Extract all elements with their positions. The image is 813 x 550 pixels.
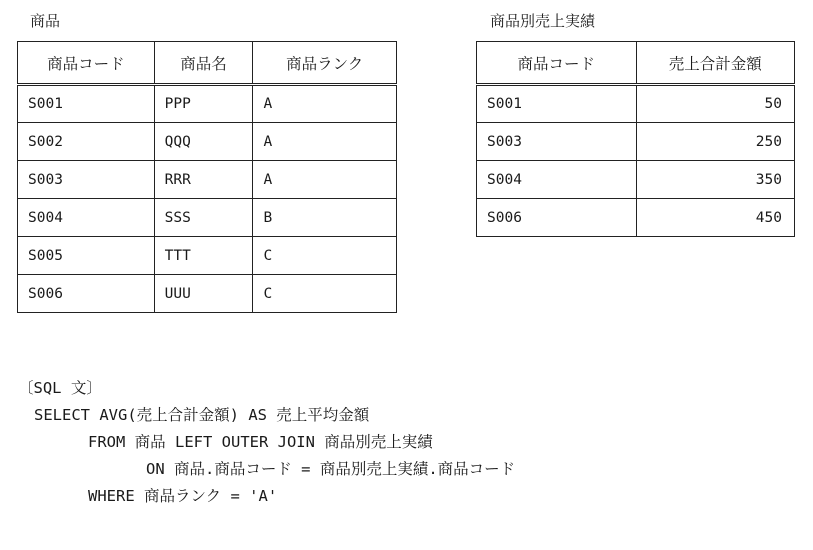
cell-product-name: QQQ <box>154 123 253 161</box>
cell-product-rank: B <box>253 199 397 237</box>
cell-sales-total: 350 <box>636 161 795 199</box>
cell-product-rank: C <box>253 237 397 275</box>
cell-product-code: S004 <box>477 161 637 199</box>
column-header-product-code: 商品コード <box>18 42 155 85</box>
cell-sales-total: 450 <box>636 199 795 237</box>
table-row <box>477 199 795 237</box>
table-row <box>18 199 397 237</box>
cell-product-rank: A <box>253 85 397 123</box>
cell-product-code: S006 <box>477 199 637 237</box>
cell-product-code: S005 <box>18 237 155 275</box>
cell-product-rank: A <box>253 123 397 161</box>
table-row <box>477 123 795 161</box>
cell-product-code: S001 <box>477 85 637 123</box>
table-row <box>18 275 397 313</box>
sql-statement-block <box>18 375 515 510</box>
sales-table <box>476 41 795 237</box>
cell-sales-total: 250 <box>636 123 795 161</box>
cell-product-name: PPP <box>154 85 253 123</box>
table-row <box>477 85 795 123</box>
products-table-caption: 商品 <box>30 12 61 30</box>
cell-product-code: S003 <box>18 161 155 199</box>
table-row <box>18 161 397 199</box>
cell-product-name: TTT <box>154 237 253 275</box>
sql-label: 〔SQL 文〕 <box>18 379 102 397</box>
cell-product-name: UUU <box>154 275 253 313</box>
sales-table-caption: 商品別売上実績 <box>490 12 596 30</box>
cell-product-code: S002 <box>18 123 155 161</box>
table-header-row <box>18 42 397 85</box>
table-row <box>477 161 795 199</box>
cell-product-code: S003 <box>477 123 637 161</box>
sql-line-on: ON 商品.商品コード = 商品別売上実績.商品コード <box>146 460 516 478</box>
cell-product-code: S001 <box>18 85 155 123</box>
table-row <box>18 85 397 123</box>
sql-line-from: FROM 商品 LEFT OUTER JOIN 商品別売上実績 <box>88 433 433 451</box>
column-header-product-code: 商品コード <box>477 42 637 85</box>
cell-product-code: S006 <box>18 275 155 313</box>
column-header-sales-total: 売上合計金額 <box>636 42 795 85</box>
sql-line-select: SELECT AVG(売上合計金額) AS 売上平均金額 <box>34 406 370 424</box>
cell-product-name: SSS <box>154 199 253 237</box>
products-table <box>17 41 397 313</box>
column-header-product-name: 商品名 <box>154 42 253 85</box>
column-header-product-rank: 商品ランク <box>253 42 397 85</box>
cell-product-code: S004 <box>18 199 155 237</box>
cell-product-name: RRR <box>154 161 253 199</box>
cell-sales-total: 50 <box>636 85 795 123</box>
cell-product-rank: A <box>253 161 397 199</box>
table-row <box>18 123 397 161</box>
table-header-row <box>477 42 795 85</box>
sql-line-where: WHERE 商品ランク = 'A' <box>88 487 278 505</box>
table-row <box>18 237 397 275</box>
cell-product-rank: C <box>253 275 397 313</box>
